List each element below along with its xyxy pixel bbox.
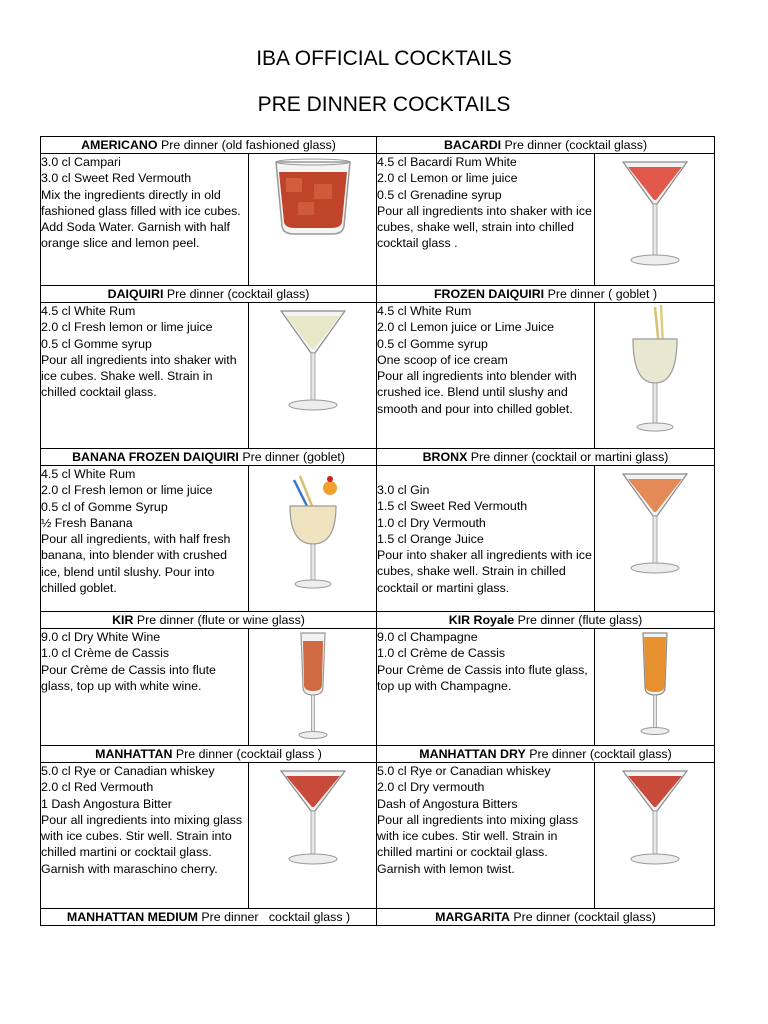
ingredient: 5.0 cl Rye or Canadian whiskey <box>41 764 215 778</box>
cocktail-header-bacardi: BACARDI Pre dinner (cocktail glass) <box>377 137 715 154</box>
method-text: Pour all ingredients into shaker with ice cubes. Shake well. Strain in chilled cocktail glass. <box>41 352 237 400</box>
ingredient: 1.0 cl Dry Vermouth <box>377 515 486 530</box>
recipe-bronx <box>377 466 595 612</box>
ingredient: 0.5 cl Grenadine syrup <box>377 187 502 202</box>
ingredient: 9.0 cl Champagne <box>377 630 478 644</box>
cocktail-header-daiquiri: DAIQUIRI Pre dinner (cocktail glass) <box>41 286 377 303</box>
method-text: Pour all ingredients, with half fresh banana, into blender with crushed ice, blend until slushy. Pour into chilled goblet. <box>41 532 231 596</box>
ingredient: ½ Fresh Banana <box>41 515 133 530</box>
cocktail-glass-image <box>249 303 377 449</box>
goblet-image <box>595 303 715 449</box>
method-text: Pour all ingredients into shaker with ice cubes, shake well, strain into chilled cocktail glass . <box>377 203 592 251</box>
cocktail-header-kir: KIR Pre dinner (flute or wine glass) <box>41 612 377 629</box>
cocktail-glass-image <box>595 763 715 909</box>
ingredient: 2.0 cl Lemon or lime juice <box>377 171 518 186</box>
ingredient: 0.5 cl Gomme syrup <box>41 336 152 351</box>
old-fashioned-glass-image <box>249 154 377 286</box>
ingredient: 0.5 cl Gomme syrup <box>377 336 488 351</box>
recipe-americano <box>41 154 249 286</box>
cocktail-glass-image <box>595 154 715 286</box>
cocktail-header-manhattan-medium: MANHATTAN MEDIUM Pre dinner cocktail glass ) <box>41 909 377 926</box>
method-text: Pour all ingredients into mixing glass with ice cubes. Stir well. Strain into chilled martini or cocktail glass. Garnish with maraschino cherry. <box>41 812 243 876</box>
cocktail-table <box>40 136 715 926</box>
ingredient: One scoop of ice cream <box>377 352 508 367</box>
method-text: Pour Crème de Cassis into flute glass, top up with Champagne. <box>377 662 588 693</box>
ingredient: 1 Dash Angostura Bitter <box>41 796 172 811</box>
ingredient: 1.5 cl Sweet Red Vermouth <box>377 499 528 514</box>
method-text: Pour all ingredients into mixing glass with ice cubes. Stir well. Strain in chilled martini or cocktail glass. Garnish with lemon twist. <box>377 812 579 876</box>
cocktail-header-bronx: BRONX Pre dinner (cocktail or martini glass) <box>377 449 715 466</box>
cocktail-header-kir-royale: KIR Royale Pre dinner (flute glass) <box>377 612 715 629</box>
ingredient: 3.0 cl Gin <box>377 483 430 497</box>
recipe-kir <box>41 629 249 746</box>
ingredient: 0.5 cl of Gomme Syrup <box>41 499 168 514</box>
cocktail-header-banana-frozen-daiquiri: BANANA FROZEN DAIQUIRI Pre dinner (goblet) <box>41 449 377 466</box>
ingredient: 2.0 cl Lemon juice or Lime Juice <box>377 320 555 335</box>
recipe-kir-royale <box>377 629 595 746</box>
recipe-manhattan-dry <box>377 763 595 909</box>
recipe-bacardi <box>377 154 595 286</box>
ingredient: 2.0 cl Fresh lemon or lime juice <box>41 483 213 498</box>
ingredient: 1.0 cl Crème de Cassis <box>41 646 170 661</box>
flute-glass-image <box>595 629 715 746</box>
ingredient: 3.0 cl Campari <box>41 155 121 169</box>
method-text: Mix the ingredients directly in old fashioned glass filled with ice cubes. Add Soda Water. Garnish with half orange slice and lemon peel. <box>41 187 241 251</box>
ingredient: 1.5 cl Orange Juice <box>377 531 484 546</box>
ingredient: 4.5 cl White Rum <box>377 304 472 318</box>
goblet-image <box>249 466 377 612</box>
ingredient: 2.0 cl Red Vermouth <box>41 780 154 795</box>
page-title: IBA OFFICIAL COCKTAILS <box>256 47 512 70</box>
cocktail-glass-image <box>595 466 715 612</box>
method-text: Pour Crème de Cassis into flute glass, top up with white wine. <box>41 662 216 693</box>
cocktail-header-margarita: MARGARITA Pre dinner (cocktail glass) <box>377 909 715 926</box>
ingredient: 4.5 cl Bacardi Rum White <box>377 155 517 169</box>
ingredient: 1.0 cl Crème de Cassis <box>377 646 506 661</box>
cocktail-header-manhattan-dry: MANHATTAN DRY Pre dinner (cocktail glass) <box>377 746 715 763</box>
ingredient: 4.5 cl White Rum <box>41 304 136 318</box>
recipe-frozen-daiquiri <box>377 303 595 449</box>
ingredient: 9.0 cl Dry White Wine <box>41 630 161 644</box>
method-text: Pour into shaker all ingredients with ice cubes, shake well. Strain in chilled cocktail or martini glass. <box>377 548 592 595</box>
ingredient: 5.0 cl Rye or Canadian whiskey <box>377 764 551 778</box>
ingredient: 4.5 cl White Rum <box>41 467 136 481</box>
cocktail-header-manhattan: MANHATTAN Pre dinner (cocktail glass ) <box>41 746 377 763</box>
ingredient: 2.0 cl Dry vermouth <box>377 780 485 795</box>
cocktail-header-frozen-daiquiri: FROZEN DAIQUIRI Pre dinner ( goblet ) <box>377 286 715 303</box>
cocktail-header-americano: AMERICANO Pre dinner (old fashioned glass) <box>41 137 377 154</box>
recipe-manhattan <box>41 763 249 909</box>
page-subtitle: PRE DINNER COCKTAILS <box>257 93 511 116</box>
cocktail-glass-image <box>249 763 377 909</box>
method-text: Pour all ingredients into blender with crushed ice. Blend until slushy and smooth and pour into chilled goblet. <box>377 369 577 416</box>
flute-glass-image <box>249 629 377 746</box>
ingredient: Dash of Angostura Bitters <box>377 796 518 811</box>
recipe-daiquiri <box>41 303 249 449</box>
ingredient: 2.0 cl Fresh lemon or lime juice <box>41 320 213 335</box>
ingredient: 3.0 cl Sweet Red Vermouth <box>41 171 192 186</box>
recipe-banana-frozen-daiquiri <box>41 466 249 612</box>
